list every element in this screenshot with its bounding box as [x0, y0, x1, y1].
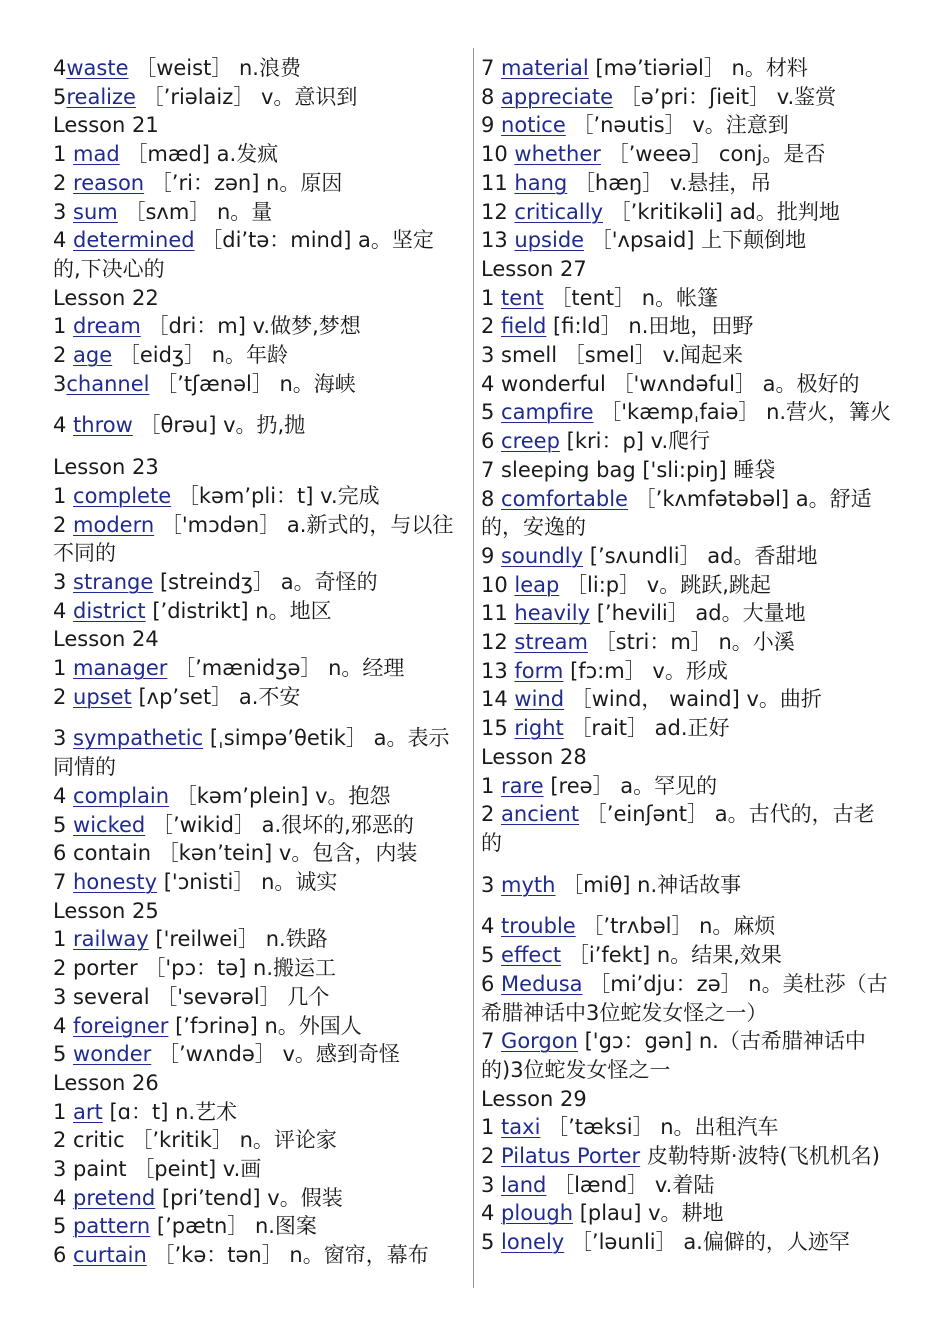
entry-definition: [pri’tend] v。假装 — [161, 1185, 343, 1210]
entry-definition: ［'ʌpsaid] 上下颠倒地 — [590, 228, 807, 253]
entry-number: 11 — [481, 601, 515, 626]
entry-number: 5 — [481, 1230, 502, 1255]
entry-number: 14 — [481, 687, 515, 712]
entry-number: 7 — [481, 1029, 502, 1054]
lesson-heading: Lesson 22 — [53, 285, 159, 310]
entry-number: 4 — [53, 1013, 74, 1038]
entry-definition: ［tent］ n。帐篷 — [550, 285, 719, 310]
entry-definition: ［’ləunli］ a.偏僻的，人迹罕 — [570, 1230, 850, 1255]
vocab-entry — [53, 198, 458, 227]
entry-number: 5 — [53, 1042, 74, 1067]
entry-definition: ［di’tə：mind] a。坚定的,下决心的 — [53, 228, 434, 281]
vocab-entry — [53, 954, 458, 983]
column-divider — [473, 48, 474, 1288]
vocab-word-link[interactable]: complete — [73, 483, 172, 508]
entry-definition: [mə’tiəriəl］ n。材料 — [595, 56, 808, 80]
entry-definition: ［mi’dju：zə］ n。美杜莎（古希腊神话中3位蛇发女怪之一） — [481, 971, 888, 1025]
entry-number: 11 — [481, 170, 515, 195]
entry-number: 13 — [481, 658, 515, 683]
vocab-entry — [481, 370, 893, 399]
entry-number: 4 — [481, 1201, 502, 1226]
entry-number: 6 — [53, 1243, 74, 1268]
vocab-entry — [53, 482, 458, 511]
entry-definition: ［’wʌndə］ v。感到奇怪 — [157, 1042, 400, 1067]
lesson-heading: Lesson 27 — [481, 256, 587, 281]
vocab-word: paint — [73, 1157, 127, 1182]
entry-definition: [fɔ:m］ v。形成 — [570, 658, 728, 683]
entry-number: 10 — [481, 572, 515, 597]
entry-number: 1 — [53, 314, 74, 339]
lesson-heading: Lesson 25 — [53, 898, 159, 923]
vocab-word-link[interactable]: modern — [73, 512, 155, 537]
entry-number: 1 — [53, 927, 74, 952]
vocab-word-link[interactable]: honesty — [73, 869, 158, 894]
vocab-word-link[interactable]: Medusa — [501, 971, 583, 996]
vocab-word-link[interactable]: pretend — [73, 1185, 156, 1210]
entry-number: 3 — [481, 343, 502, 368]
entry-definition: ['gɔ：gən] n.（古希腊神话中的)3位蛇发女怪之一 — [481, 1029, 866, 1082]
entry-definition: ［dri：m] v.做梦,梦想 — [147, 314, 361, 339]
entry-number: 1 — [53, 1099, 74, 1124]
entry-number: 4 — [53, 1185, 74, 1210]
entry-definition: [ɑ：t] n.艺术 — [109, 1099, 238, 1124]
vocab-word-link[interactable]: whether — [514, 142, 601, 167]
vocab-word-link[interactable]: trouble — [501, 914, 576, 939]
vocab-entry — [481, 1199, 893, 1228]
entry-number: 2 — [53, 684, 74, 709]
entry-number: 3 — [53, 371, 67, 396]
entry-definition: ［’wikid］ a.很坏的,邪恶的 — [151, 812, 414, 837]
entry-number: 3 — [53, 984, 74, 1009]
entry-definition: ［hæŋ］ v.悬挂，吊 — [573, 170, 772, 195]
vocab-word-link[interactable]: throw — [73, 413, 133, 438]
vocab-entry — [481, 941, 893, 970]
entry-definition: ［stri：m］ n。小溪 — [594, 630, 795, 655]
entry-definition: ［kən’tein] v。包含，内装 — [157, 841, 418, 866]
vocab-entry — [481, 427, 893, 456]
vocab-word-link[interactable]: land — [501, 1172, 547, 1197]
vocab-word-link[interactable]: curtain — [73, 1243, 147, 1268]
vocab-entry — [53, 1126, 458, 1155]
vocab-entry — [481, 1171, 893, 1200]
vocab-entry — [481, 485, 893, 542]
entry-number: 3 — [53, 199, 74, 224]
vocab-word-link[interactable]: manager — [73, 656, 168, 681]
entry-number: 9 — [481, 543, 502, 568]
entry-number: 8 — [481, 486, 502, 511]
entry-number: 4 — [481, 371, 502, 396]
vocab-word-link[interactable]: hang — [514, 170, 568, 195]
vocab-word-link[interactable]: appreciate — [501, 84, 614, 109]
vocab-entry — [481, 54, 893, 83]
entry-number: 2 — [53, 1128, 74, 1153]
lesson-heading: Lesson 24 — [53, 627, 159, 652]
left-column — [53, 54, 458, 1270]
vocab-entry — [481, 1142, 893, 1171]
vocab-entry — [481, 871, 893, 900]
entry-definition: [streindʒ］ a。奇怪的 — [159, 569, 378, 594]
vocab-entry — [53, 341, 458, 370]
vocab-word-link[interactable]: pattern — [73, 1214, 151, 1239]
vocab-entry — [53, 1155, 458, 1184]
vocab-entry — [53, 839, 458, 868]
entry-definition: ［'sevərəl］ 几个 — [156, 984, 330, 1009]
vocab-entry — [53, 226, 458, 283]
lesson-heading: Lesson 29 — [481, 1086, 587, 1111]
vocab-word-link[interactable]: art — [73, 1099, 103, 1124]
vocab-entry — [53, 782, 458, 811]
entry-number: 6 — [481, 429, 502, 454]
vocab-entry — [481, 111, 893, 140]
entry-number: 15 — [481, 716, 515, 741]
vocab-word-link[interactable]: plough — [501, 1201, 574, 1226]
entry-definition: [kri：p] v.爬行 — [566, 429, 711, 454]
entry-number: 2 — [481, 802, 502, 827]
entry-number: 5 — [481, 943, 502, 968]
entry-definition: ［miθ] n.神话故事 — [562, 872, 742, 897]
entry-definition: [’distrikt] n。地区 — [152, 598, 332, 623]
vocab-word-link[interactable]: determined — [73, 228, 195, 253]
vocab-entry — [53, 983, 458, 1012]
vocab-word-link[interactable]: soundly — [501, 543, 584, 568]
entry-definition: ［’ri：zən] n。原因 — [150, 170, 343, 195]
entry-number: 2 — [53, 170, 74, 195]
vocab-word: porter — [73, 956, 138, 981]
vocab-entry — [53, 724, 458, 781]
vocab-word-link[interactable]: Pilatus Porter — [501, 1144, 641, 1169]
entry-number: 3 — [53, 726, 74, 751]
entry-number: 10 — [481, 142, 515, 167]
entry-definition: ［’riəlaiz］ v。意识到 — [142, 84, 358, 109]
entry-definition: ［kəm’plein] v。抱怨 — [175, 783, 391, 808]
vocab-entry — [481, 456, 893, 485]
entry-number: 7 — [481, 56, 502, 80]
entry-number: 9 — [481, 113, 502, 138]
vocab-word-link[interactable]: notice — [501, 113, 566, 138]
vocab-word-link[interactable]: effect — [501, 943, 562, 968]
vocab-word-link[interactable]: reason — [73, 170, 145, 195]
entry-number: 12 — [481, 630, 515, 655]
entry-number: 8 — [481, 84, 502, 109]
entry-number: 5 — [53, 84, 67, 109]
vocab-entry — [481, 912, 893, 941]
entry-number: 2 — [53, 343, 74, 368]
entry-number: 4 — [481, 914, 502, 939]
vocab-entry — [53, 925, 458, 954]
vocab-word-link[interactable]: lonely — [501, 1230, 565, 1255]
entry-number: 3 — [481, 1172, 502, 1197]
lesson-heading: Lesson 26 — [53, 1070, 159, 1095]
entry-definition: ［'pɔ：tə] n.搬运工 — [144, 956, 336, 981]
entry-definition: ［’trʌbəl］ n。麻烦 — [582, 914, 776, 939]
vocab-word-link[interactable]: upset — [73, 684, 132, 709]
vocab-entry — [481, 226, 893, 255]
vocab-entry — [53, 1241, 458, 1270]
entry-number: 2 — [481, 314, 502, 339]
entry-definition: [’hevili］ ad。大量地 — [596, 601, 806, 626]
vocab-entry — [53, 597, 458, 626]
entry-definition: ［’mænidʒə］ n。经理 — [174, 656, 405, 681]
entry-definition: ［wind， waind] v。曲折 — [570, 687, 822, 712]
entry-number: 13 — [481, 228, 515, 253]
entry-definition: ［’kə：tən］ n。窗帘，幕布 — [153, 1243, 429, 1268]
vocab-word-link[interactable]: critically — [514, 199, 603, 224]
vocab-entry — [481, 341, 893, 370]
entry-definition: ［i’fekt] n。结果,效果 — [567, 943, 782, 968]
vocab-word-link[interactable]: material — [501, 56, 589, 80]
vocab-word-link[interactable]: waste — [66, 56, 129, 80]
vocab-word-link[interactable]: age — [73, 343, 113, 368]
vocab-word-link[interactable]: foreigner — [73, 1013, 169, 1038]
entry-definition: ［eidʒ］ n。年龄 — [118, 343, 289, 368]
vocab-word-link[interactable]: sympathetic — [73, 726, 204, 751]
entry-number: 4 — [53, 56, 67, 80]
entry-definition: ［’kritik］ n。评论家 — [131, 1128, 337, 1153]
entry-definition: ［’tʃænəl］ n。海峡 — [156, 371, 356, 396]
vocab-word: contain — [73, 841, 151, 866]
entry-definition: ［li:p］ v。跳跃,跳起 — [566, 572, 771, 597]
vocab-word-link[interactable]: heavily — [514, 601, 591, 626]
entry-definition: [reə］ a。罕见的 — [550, 773, 718, 798]
entry-definition: ['ɔnisti］ n。诚实 — [163, 869, 338, 894]
entry-definition: [ʌp’set］ a.不安 — [138, 684, 301, 709]
vocab-word-link[interactable]: creep — [501, 429, 560, 454]
entry-definition: ［'kæmpˌfaiə］ n.营火，篝火 — [600, 400, 892, 425]
entry-number: 5 — [53, 812, 74, 837]
vocab-entry — [53, 1184, 458, 1213]
vocab-entry — [481, 628, 893, 657]
vocab-word-link[interactable]: tent — [501, 285, 544, 310]
vocab-word-link[interactable]: district — [73, 598, 146, 623]
vocab-entry — [53, 1212, 458, 1241]
entry-number: 6 — [53, 841, 74, 866]
vocab-word: smell — [501, 343, 558, 368]
vocab-word-link[interactable]: leap — [514, 572, 560, 597]
vocab-entry — [53, 312, 458, 341]
vocab-entry — [53, 1098, 458, 1127]
entry-definition: ［’weeə］ conj。是否 — [607, 142, 826, 167]
vocab-entry — [53, 83, 458, 112]
vocab-word-link[interactable]: campfire — [501, 400, 594, 425]
vocab-word-link[interactable]: taxi — [501, 1115, 541, 1140]
entry-definition: ［'mɔdən］ a.新式的，与以往不同的 — [53, 512, 454, 566]
entry-number: 2 — [53, 956, 74, 981]
vocab-word-link[interactable]: upside — [514, 228, 585, 253]
vocab-entry — [481, 83, 893, 112]
vocab-entry — [53, 868, 458, 897]
entry-number: 1 — [481, 285, 502, 310]
vocab-entry — [53, 140, 458, 169]
vocab-entry — [53, 1040, 458, 1069]
vocab-entry — [481, 1228, 893, 1257]
vocab-entry — [481, 1113, 893, 1142]
entry-definition: ［ə’pri：ʃieit］ v.鉴赏 — [619, 84, 837, 109]
entry-definition: [fi:ld］ n.田地，田野 — [553, 314, 754, 339]
vocab-word-link[interactable]: rare — [501, 773, 544, 798]
vocab-word: sleeping bag — [501, 457, 636, 482]
vocab-entry — [53, 568, 458, 597]
vocab-word-link[interactable]: form — [514, 658, 564, 683]
vocab-entry — [53, 1012, 458, 1041]
vocab-word-link[interactable]: ancient — [501, 802, 580, 827]
entry-definition: ［θrəu] v。扔,抛 — [139, 413, 306, 438]
vocab-word-link[interactable]: right — [514, 716, 564, 741]
vocab-entry — [53, 654, 458, 683]
vocab-word: wonderful — [501, 371, 606, 396]
entry-definition: ［’kʌmfətəbəl] a。舒适的，安逸的 — [481, 486, 872, 540]
entry-number: 2 — [481, 1144, 502, 1169]
vocab-word-link[interactable]: complain — [73, 783, 170, 808]
right-column — [481, 54, 893, 1257]
vocab-entry — [481, 657, 893, 686]
vocab-word-link[interactable]: wind — [514, 687, 565, 712]
entry-number: 5 — [53, 1214, 74, 1239]
entry-number: 4 — [53, 228, 74, 253]
entry-definition: ［lænd］ v.着陆 — [553, 1172, 715, 1197]
vocab-word-link[interactable]: Gorgon — [501, 1029, 578, 1054]
entry-number: 4 — [53, 783, 74, 808]
entry-definition: ['sli:piŋ] 睡袋 — [642, 457, 776, 482]
vocab-entry — [481, 169, 893, 198]
vocab-entry — [53, 683, 458, 712]
vocab-entry — [53, 511, 458, 568]
vocab-word-link[interactable]: channel — [66, 371, 150, 396]
entry-definition: ［smel］ v.闻起来 — [563, 343, 744, 368]
entry-definition: ［peint] v.画 — [133, 1157, 262, 1182]
vocab-entry — [53, 811, 458, 840]
entry-number: 12 — [481, 199, 515, 224]
entry-definition: [’pætn］ n.图案 — [156, 1214, 317, 1239]
vocab-entry — [481, 800, 893, 857]
entry-number: 1 — [53, 142, 74, 167]
vocab-entry — [481, 714, 893, 743]
entry-definition: [ˌsimpə’θetik］ a。表示同情的 — [53, 726, 450, 780]
vocab-word-link[interactable]: railway — [73, 927, 149, 952]
lesson-heading: Lesson 28 — [481, 744, 587, 769]
entry-number: 1 — [481, 1115, 502, 1140]
entry-definition: ['reilwei］ n.铁路 — [155, 927, 328, 952]
vocab-word-link[interactable]: field — [501, 314, 547, 339]
vocab-entry — [481, 140, 893, 169]
entry-number: 3 — [53, 569, 74, 594]
entry-number: 4 — [53, 598, 74, 623]
vocab-entry — [481, 312, 893, 341]
vocab-entry — [481, 772, 893, 801]
vocab-word-link[interactable]: wicked — [73, 812, 146, 837]
entry-number: 4 — [53, 413, 74, 438]
vocab-word-link[interactable]: stream — [514, 630, 588, 655]
vocab-entry — [53, 169, 458, 198]
vocab-entry — [481, 685, 893, 714]
vocab-word-link[interactable]: dream — [73, 314, 141, 339]
vocab-entry — [481, 599, 893, 628]
entry-number: 1 — [481, 773, 502, 798]
vocab-word-link[interactable]: wonder — [73, 1042, 152, 1067]
vocab-word: several — [73, 984, 150, 1009]
entry-definition: ［sʌm］ n。量 — [124, 199, 273, 224]
entry-definition: 皮勒特斯·波特(飞机机名) — [646, 1144, 880, 1169]
entry-definition: ［rait］ ad.正好 — [570, 716, 730, 741]
entry-definition: ［mæd] a.发疯 — [126, 142, 279, 167]
entry-definition: ［’nəutis］ v。注意到 — [572, 113, 789, 138]
vocab-word-link[interactable]: sum — [73, 199, 118, 224]
lesson-heading: Lesson 23 — [53, 455, 159, 480]
vocab-entry — [481, 398, 893, 427]
vocab-word: critic — [73, 1128, 125, 1153]
vocab-entry — [481, 1027, 893, 1084]
entry-definition: [’fɔrinə] n。外国人 — [175, 1013, 362, 1038]
entry-number: 3 — [53, 1157, 74, 1182]
entry-number: 7 — [53, 869, 74, 894]
entry-definition: [’sʌundli］ ad。香甜地 — [589, 543, 818, 568]
vocab-entry — [481, 284, 893, 313]
vocab-word-link[interactable]: strange — [73, 569, 154, 594]
vocab-word-link[interactable]: comfortable — [501, 486, 628, 511]
entry-definition: ［’tæksi］ n。出租汽车 — [547, 1115, 779, 1140]
vocab-word-link[interactable]: realize — [66, 84, 136, 109]
lesson-heading: Lesson 21 — [53, 113, 159, 138]
entry-definition: ［weist］ n.浪费 — [135, 56, 301, 80]
vocab-entry — [53, 370, 458, 399]
vocab-word-link[interactable]: myth — [501, 872, 556, 897]
entry-number: 6 — [481, 971, 502, 996]
entry-definition: ［’einʃənt］ a。古代的，古老的 — [481, 802, 875, 855]
entry-number: 5 — [481, 400, 502, 425]
vocab-entry — [53, 411, 458, 440]
entry-number: 3 — [481, 872, 502, 897]
vocab-entry — [481, 571, 893, 600]
vocab-word-link[interactable]: mad — [73, 142, 120, 167]
vocab-entry — [481, 198, 893, 227]
entry-definition: ［'wʌndəful］ a。极好的 — [612, 371, 860, 396]
entry-number: 1 — [53, 656, 74, 681]
vocab-entry — [481, 542, 893, 571]
entry-number: 7 — [481, 457, 502, 482]
entry-number: 2 — [53, 512, 74, 537]
entry-definition: ［’kritikəli] ad。批判地 — [609, 199, 840, 224]
vocab-entry — [481, 970, 893, 1027]
entry-definition: [plau] v。耕地 — [579, 1201, 724, 1226]
entry-number: 1 — [53, 483, 74, 508]
entry-definition: ［kəm’pli：t] v.完成 — [177, 483, 380, 508]
vocab-entry — [53, 54, 458, 83]
